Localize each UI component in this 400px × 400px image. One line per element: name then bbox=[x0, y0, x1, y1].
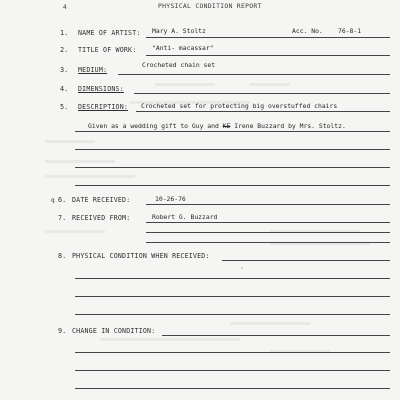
field-label-artist: NAME OF ARTIST: bbox=[78, 29, 141, 37]
field-line bbox=[75, 131, 390, 132]
field-label-description: DESCRIPTION: bbox=[78, 103, 129, 111]
description-line-2: Given as a wedding gift to Guy and KE Irene Buzzard by Mrs. Stoltz. bbox=[88, 122, 346, 130]
field-line bbox=[146, 242, 390, 243]
bleed-through-mark bbox=[45, 160, 115, 163]
field-value-received-from: Robert G. Buzzard bbox=[152, 213, 218, 221]
field-line bbox=[75, 370, 390, 371]
field-number: 5. bbox=[60, 103, 69, 111]
field-label-medium: MEDIUM: bbox=[78, 66, 108, 74]
bleed-through-mark bbox=[45, 175, 135, 178]
field-value-artist: Mary A. Stoltz bbox=[152, 27, 206, 35]
field-line bbox=[136, 111, 390, 112]
bleed-through-mark bbox=[250, 83, 290, 86]
bleed-through-mark bbox=[45, 140, 95, 143]
field-number: 3. bbox=[60, 66, 69, 74]
field-line bbox=[75, 167, 390, 168]
acc-value: 76-8-1 bbox=[338, 27, 362, 35]
stray-mark: ` bbox=[240, 267, 245, 275]
bleed-through-mark bbox=[100, 338, 240, 341]
field-label-received-from: RECEIVED FROM: bbox=[72, 214, 131, 222]
field-label-date-received: DATE RECEIVED: bbox=[72, 196, 131, 204]
field-line bbox=[75, 278, 390, 279]
bleed-through-mark bbox=[45, 230, 105, 233]
field-number: 2. bbox=[60, 46, 69, 54]
field-number: 9. bbox=[58, 327, 67, 335]
field-value-description: Crocheted set for protecting big overstuffed chairs bbox=[141, 102, 338, 110]
field-label-change-in-condition: CHANGE IN CONDITION: bbox=[72, 327, 156, 335]
field-label-title: TITLE OF WORK: bbox=[78, 46, 137, 54]
field-line bbox=[146, 55, 390, 56]
field-value-title: "Anti- macassar" bbox=[152, 44, 214, 52]
field-line bbox=[75, 149, 390, 150]
field-line bbox=[75, 296, 390, 297]
field-value-date-received: 10-26-76 bbox=[155, 195, 186, 203]
field-value-medium: Crocheted chain set bbox=[142, 61, 216, 69]
field-line bbox=[118, 74, 390, 75]
bleed-through-mark bbox=[155, 83, 215, 86]
field-line bbox=[75, 352, 390, 353]
field-line bbox=[75, 388, 390, 389]
field-line bbox=[75, 185, 390, 186]
field-line bbox=[146, 204, 390, 205]
field-number: 4. bbox=[60, 85, 69, 93]
field-line bbox=[134, 93, 390, 94]
acc-label: Acc. No. bbox=[292, 27, 323, 35]
bleed-through-mark bbox=[230, 322, 310, 325]
report-title: PHYSICAL CONDITION REPORT bbox=[158, 2, 262, 10]
field-number: 8. bbox=[58, 252, 67, 260]
corner-mark: 4 bbox=[63, 4, 67, 11]
field-line bbox=[146, 232, 390, 233]
field-line bbox=[75, 314, 390, 315]
margin-mark: q bbox=[51, 197, 55, 204]
field-number: 6. bbox=[58, 196, 67, 204]
field-label-physical-condition: PHYSICAL CONDITION WHEN RECEIVED: bbox=[72, 252, 210, 260]
field-line bbox=[222, 260, 390, 261]
field-number: 7. bbox=[58, 214, 67, 222]
field-line bbox=[162, 335, 390, 336]
field-line bbox=[146, 222, 390, 223]
field-line bbox=[146, 37, 390, 38]
field-label-dimensions: DIMENSIONS: bbox=[78, 85, 124, 93]
field-number: 1. bbox=[60, 29, 69, 37]
